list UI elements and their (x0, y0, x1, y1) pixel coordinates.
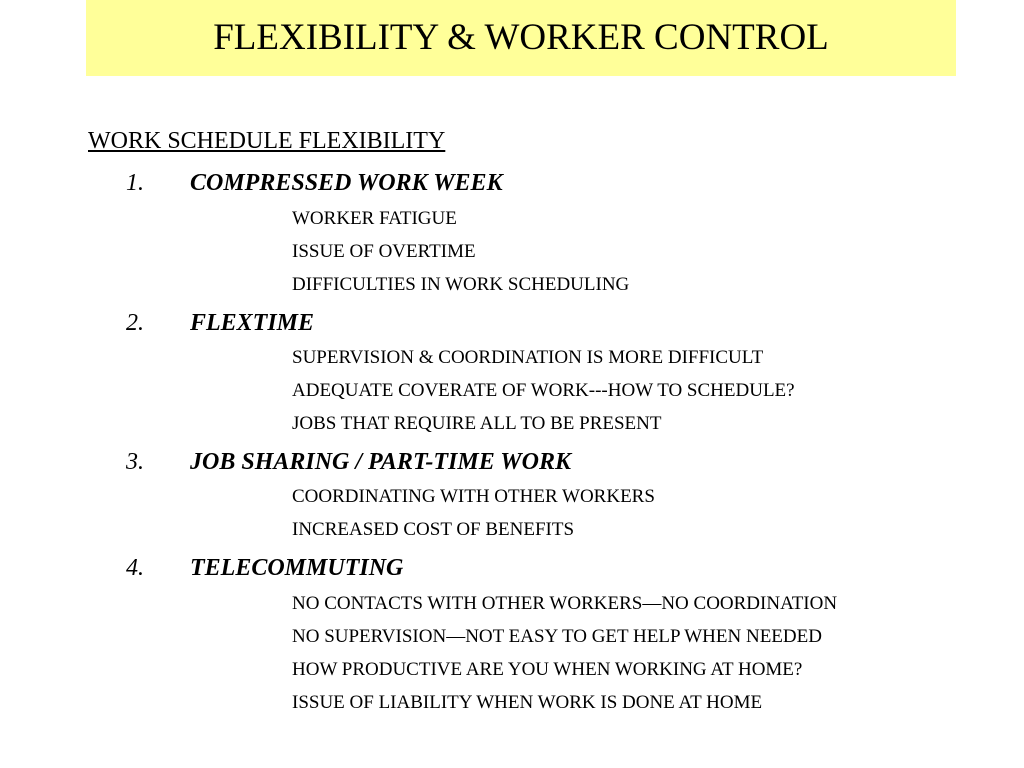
detail-line: DIFFICULTIES IN WORK SCHEDULING (292, 274, 630, 295)
detail-line: NO SUPERVISION—NOT EASY TO GET HELP WHEN NEEDED (292, 626, 822, 647)
detail-line: ISSUE OF LIABILITY WHEN WORK IS DONE AT HOME (292, 692, 763, 713)
slide-title: FLEXIBILITY & WORKER CONTROL (213, 17, 829, 58)
detail-line: ISSUE OF OVERTIME (292, 241, 476, 262)
item-number: 4. (126, 555, 144, 581)
item-number: 3. (126, 449, 144, 475)
item-title: JOB SHARING / PART-TIME WORK (190, 449, 571, 475)
detail-line: INCREASED COST OF BENEFITS (292, 519, 575, 540)
detail-line: HOW PRODUCTIVE ARE YOU WHEN WORKING AT HOME? (292, 659, 803, 680)
detail-line: JOBS THAT REQUIRE ALL TO BE PRESENT (292, 413, 662, 434)
item-title: TELECOMMUTING (190, 555, 404, 581)
detail-line: NO CONTACTS WITH OTHER WORKERS—NO COORDINATION (292, 593, 838, 614)
detail-line: COORDINATING WITH OTHER WORKERS (292, 486, 655, 507)
item-number: 1. (126, 170, 144, 196)
detail-line: ADEQUATE COVERATE OF WORK---HOW TO SCHEDULE? (292, 380, 795, 401)
detail-line: SUPERVISION & COORDINATION IS MORE DIFFICULT (292, 347, 764, 368)
item-title: FLEXTIME (190, 310, 315, 336)
detail-line: WORKER FATIGUE (292, 208, 457, 229)
item-title: COMPRESSED WORK WEEK (190, 170, 503, 196)
item-number: 2. (126, 310, 144, 336)
title-banner (86, 0, 956, 76)
section-heading: WORK SCHEDULE FLEXIBILITY (88, 128, 446, 154)
